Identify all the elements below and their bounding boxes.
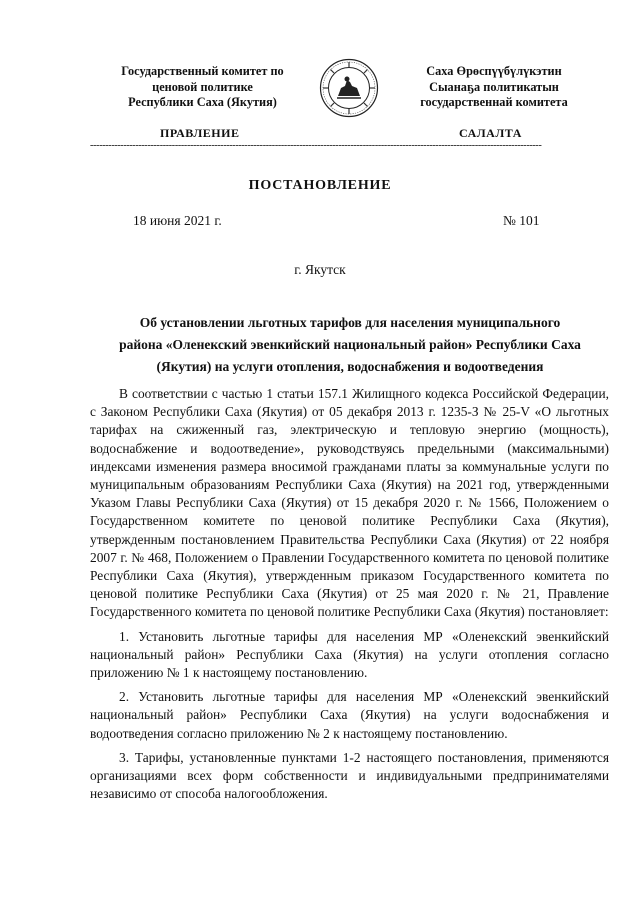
coat-of-arms-emblem bbox=[319, 58, 379, 118]
document-subject bbox=[90, 312, 610, 378]
subject-line-2: района «Оленекский эвенкийский национальный район» Республики Саха bbox=[119, 337, 581, 352]
org-name-yakut-line-2: Сыанаҕа политикатын bbox=[429, 79, 559, 94]
org-name-yakut bbox=[388, 64, 600, 111]
subject-line-3: (Якутия) на услуги отопления, водоснабжения и водоотведения bbox=[156, 359, 544, 374]
clause-3-paragraph: 3. Тарифы, установленные пунктами 1-2 настоящего постановления, применяются организациями всех форм собственности и индивидуальными предпринимателями независимо от способа налогообложения. bbox=[90, 749, 609, 802]
board-label-yakut: САЛАЛТА bbox=[459, 126, 522, 140]
document-type-title: ПОСТАНОВЛЕНИЕ bbox=[248, 178, 392, 193]
clause-2-paragraph: 2. Установить льготные тарифы для населения МР «Оленекский эвенкийский национальный район» Республики Саха (Якутия) на услуги водоснабжения и водоотведения согласно приложению № 2 к настоящему постановлению. bbox=[90, 689, 609, 741]
org-name-ru-line-2: ценовой политике bbox=[152, 79, 253, 94]
org-name-yakut-line-1: Саха Өрөспүүбүлүкэтин bbox=[426, 64, 562, 78]
org-name-yakut-line-3: государственнай комитета bbox=[420, 95, 568, 110]
preamble-paragraph: В соответствии с частью 1 статьи 157.1 Жилищного кодекса Российской Федерации, с Законом Республики Саха (Якутия) от 05 декабря 2013 г. 1235-З № 25-V «О льготных тарифах на сжиженный газ, электрическую и тепловую энергию (мощность), водоснабжение и водоотведение», руководствуясь предельными (максимальными) индексами изменения размера вносимой гражданами платы за коммунальные услуги по муниципальным образованиям Республики Саха (Якутия) на 2021 год, утвержденными Указом Главы Республики Саха (Якутия) от 15 декабря 2020 г. № 1566, Положением о Государственном комитете по ценовой политике Республики Саха (Якутия), утвержденным постановлением Правительства Республики Саха (Якутия) от 22 ноября 2007 г. № 468, Положением о Правлении Государственного комитета по ценовой политике Республики Саха (Якутия), утвержденным приказом Государственного комитета по ценовой политике Республики Саха (Якутия) от 25 мая 2020 г. № 21, Правление Государственного комитета по ценовой политике Республики Саха (Якутия) постановляет: bbox=[90, 386, 609, 620]
org-name-russian bbox=[90, 64, 315, 111]
org-name-ru-line-1: Государственный комитет по bbox=[121, 64, 284, 78]
subject-line-1: Об установлении льготных тарифов для населения муниципального bbox=[139, 315, 561, 330]
document-body bbox=[90, 385, 609, 809]
clause-1-paragraph: 1. Установить льготные тарифы для населения МР «Оленекский эвенкийский национальный район» Республики Саха (Якутия) на услуги отопления согласно приложению № 1 к настоящему постановлению. bbox=[90, 628, 609, 681]
document-number: № 101 bbox=[503, 213, 540, 228]
board-label-russian: ПРАВЛЕНИЕ bbox=[160, 126, 240, 140]
header-dashed-divider: ----------------------------------------------------------------------------------------------------------------------------------------------------- bbox=[90, 141, 542, 151]
org-name-ru-line-3: Республики Саха (Якутия) bbox=[128, 95, 277, 110]
document-city: г. Якутск bbox=[294, 262, 346, 277]
document-date: 18 июня 2021 г. bbox=[133, 213, 222, 228]
